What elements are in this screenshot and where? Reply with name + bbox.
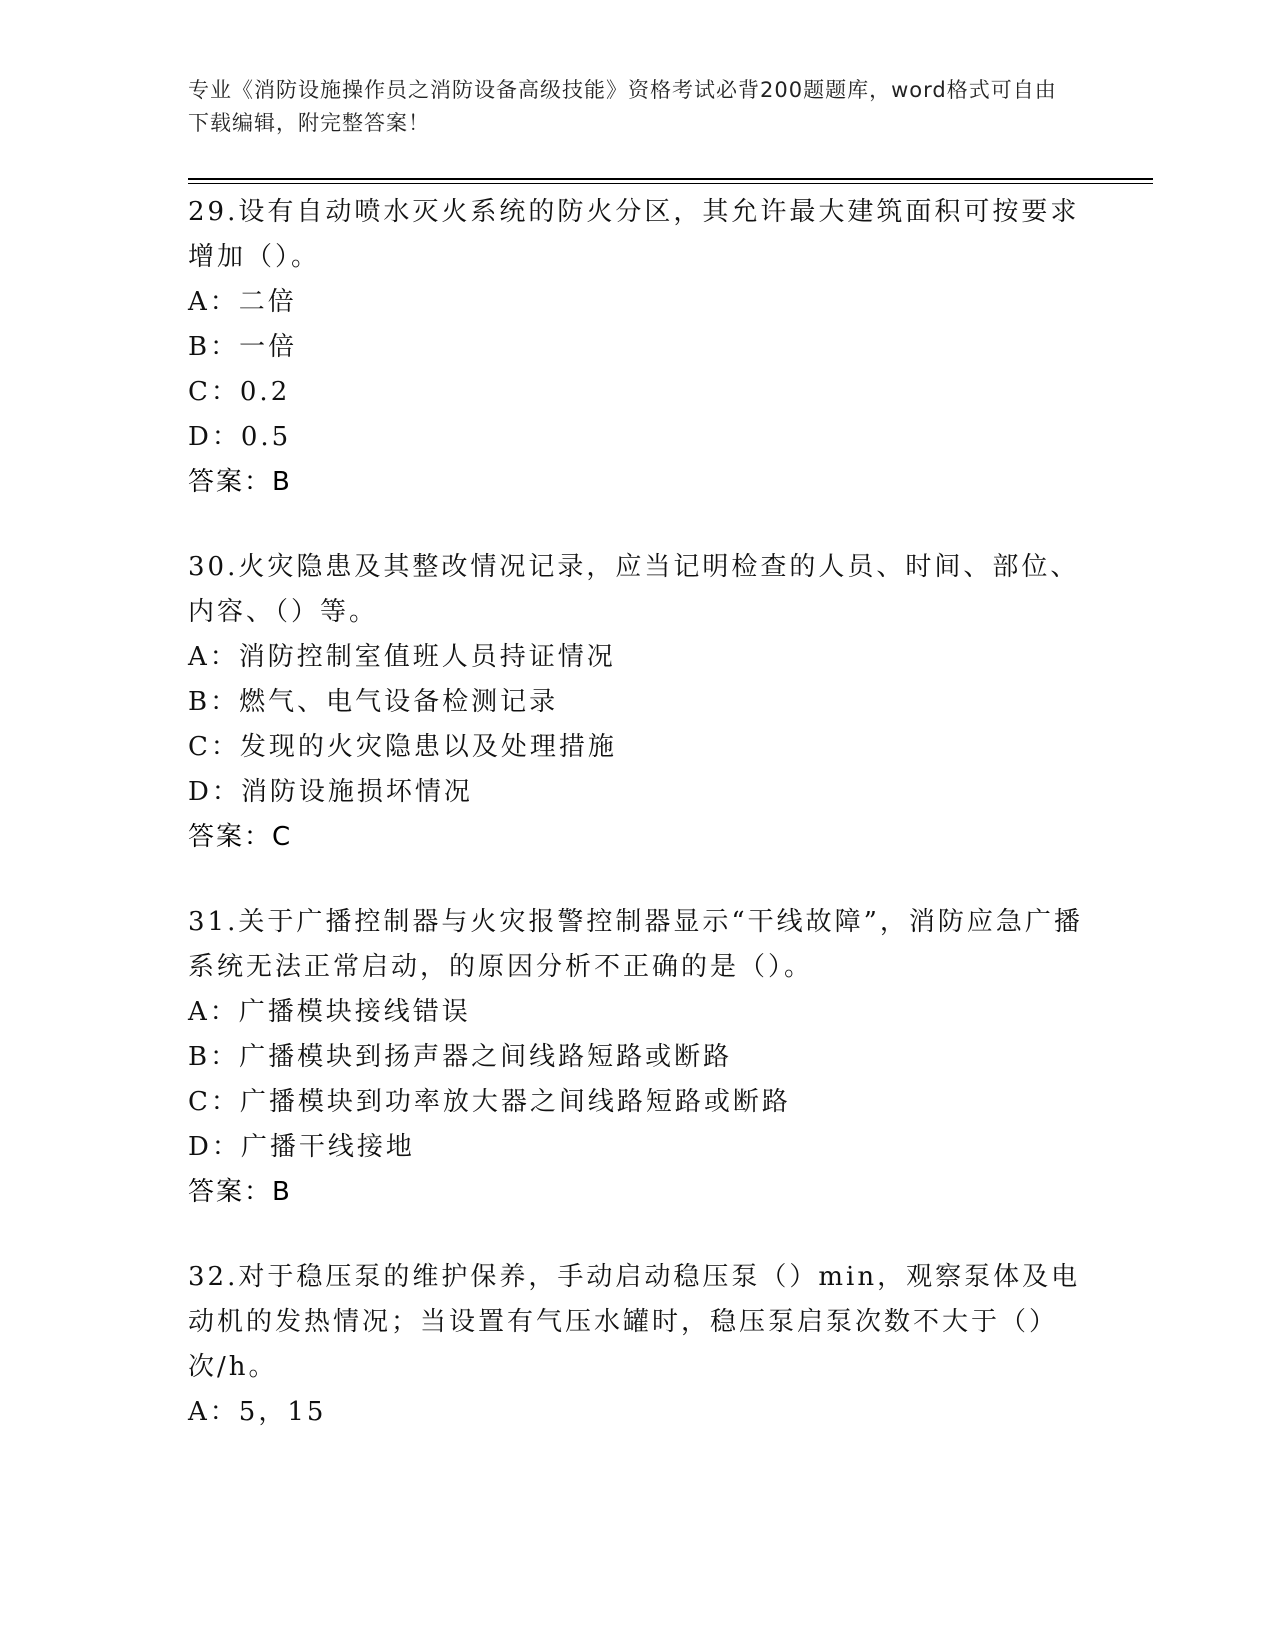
answer-line: 答案：B (188, 1177, 292, 1207)
question-stem: 30.火灾隐患及其整改情况记录，应当记明检查的人员、时间、部位、内容、（）等。 (188, 552, 1080, 627)
question-29 (188, 190, 1088, 505)
question-stem: 29.设有自动喷水灭火系统的防火分区，其允许最大建筑面积可按要求增加（）。 (188, 197, 1080, 272)
option-b: B：广播模块到扬声器之间线路短路或断路 (188, 1042, 733, 1072)
option-a: A：广播模块接线错误 (188, 997, 471, 1027)
header-rule-thin (188, 183, 1153, 184)
option-c: C：0.2 (188, 377, 291, 407)
option-a: A：消防控制室值班人员持证情况 (188, 642, 616, 672)
question-32 (188, 1255, 1088, 1435)
answer-line: 答案：B (188, 467, 292, 497)
question-30 (188, 545, 1088, 860)
option-b: B：燃气、电气设备检测记录 (188, 687, 559, 717)
option-c: C：发现的火灾隐患以及处理措施 (188, 732, 617, 762)
option-a: A：5，15 (188, 1397, 327, 1427)
question-list (188, 190, 1088, 1475)
option-d: D：0.5 (188, 422, 292, 452)
option-b: B：一倍 (188, 332, 298, 362)
option-d: D：广播干线接地 (188, 1132, 415, 1162)
question-stem: 31.关于广播控制器与火灾报警控制器显示“干线故障”，消防应急广播系统无法正常启动，的原因分析不正确的是（）。 (188, 907, 1083, 982)
document-header: 专业《消防设施操作员之消防设备高级技能》资格考试必背200题题库，word格式可自由下载编辑，附完整答案！ (188, 78, 1057, 135)
question-31 (188, 900, 1088, 1215)
question-stem: 32.对于稳压泵的维护保养，手动启动稳压泵（）min，观察泵体及电动机的发热情况；当设置有气压水罐时，稳压泵启泵次数不大于（）次/h。 (188, 1262, 1081, 1382)
answer-line: 答案：C (188, 822, 293, 852)
option-c: C：广播模块到功率放大器之间线路短路或断路 (188, 1087, 791, 1117)
option-a: A：二倍 (188, 287, 297, 317)
header-rule-thick (188, 178, 1153, 180)
option-d: D：消防设施损坏情况 (188, 777, 473, 807)
